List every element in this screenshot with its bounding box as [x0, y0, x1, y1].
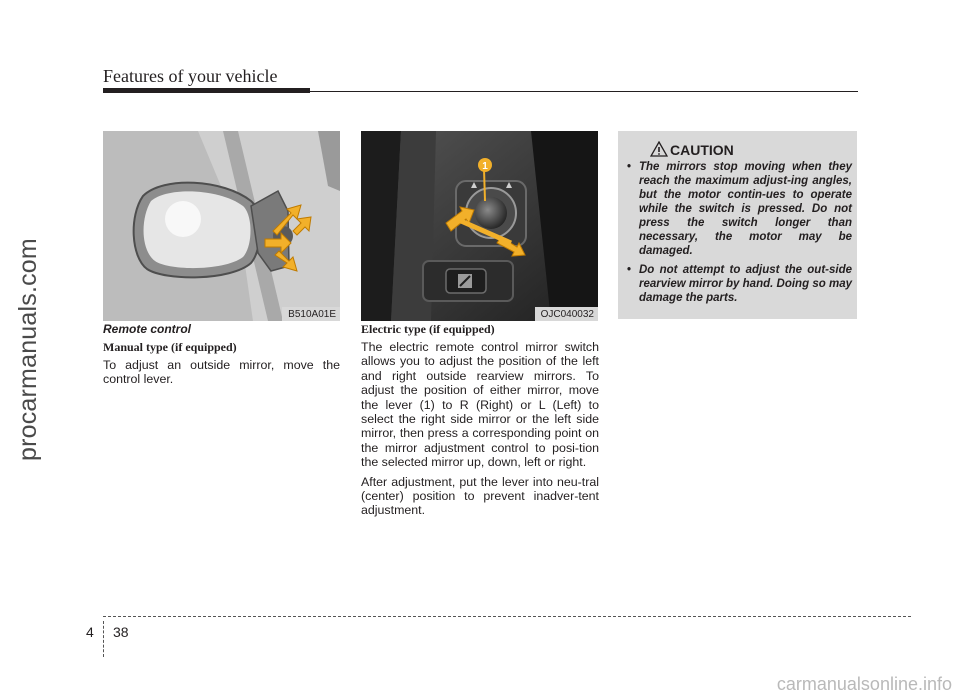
figure-code-electric: OJC040032 — [535, 307, 598, 321]
header-rule — [310, 91, 858, 92]
caution-header — [650, 141, 770, 159]
bottom-watermark: carmanualsonline.info — [776, 674, 952, 694]
footer-divider — [103, 621, 104, 657]
caution-item: • The mirrors stop moving when they reach the maximum adjust-ing angles, but the motor contin-ues to operate while the switch is pressed. Do not press the switch longer than necessary, the motor may be damaged. — [627, 161, 852, 257]
caution-item: • Do not attempt to adjust the out-side rearview mirror by hand. Doing so may damage the parts. — [627, 264, 852, 304]
middle-column — [361, 322, 599, 523]
left-column — [103, 322, 340, 392]
caution-label: CAUTION — [670, 142, 734, 158]
electric-type-paragraph-1: The electric remote control mirror switch allows you to adjust the position of the left and right outside rearview mirrors. To adjust the position of either mirror, move the lever (1) to R (Right) or L (Left) to select the right side mirror or the left side mirror, then press a corresponding point on the mirror adjustment control to posi-tion the selected mirror up, down, left or right. — [361, 340, 599, 470]
footer-rule — [103, 616, 911, 617]
electric-type-heading: Electric type (if equipped) — [361, 322, 495, 336]
electric-switch-illustration — [361, 131, 598, 321]
manual-mirror-illustration — [103, 131, 340, 321]
electric-type-paragraph-2: After adjustment, put the lever into neu-tral (center) position to prevent inadver-tent adjustment. — [361, 474, 599, 518]
page-number: 38 — [113, 624, 129, 640]
figure-code-manual: B510A01E — [282, 307, 340, 321]
manual-type-heading: Manual type (if equipped) — [103, 340, 237, 354]
callout-1: 1 — [482, 161, 488, 172]
manual-mirror-figure — [103, 131, 340, 321]
electric-switch-figure — [361, 131, 598, 321]
caution-list — [626, 160, 852, 310]
section-title: Features of your vehicle — [103, 66, 278, 86]
manual-type-paragraph: To adjust an outside mirror, move the control lever. — [103, 358, 340, 387]
side-watermark: procarmanuals.com — [14, 238, 42, 462]
caution-box — [618, 131, 857, 319]
header-bar — [103, 88, 310, 93]
chapter-number: 4 — [86, 624, 94, 640]
warning-triangle-icon — [650, 141, 668, 157]
remote-control-heading: Remote control — [103, 322, 192, 336]
